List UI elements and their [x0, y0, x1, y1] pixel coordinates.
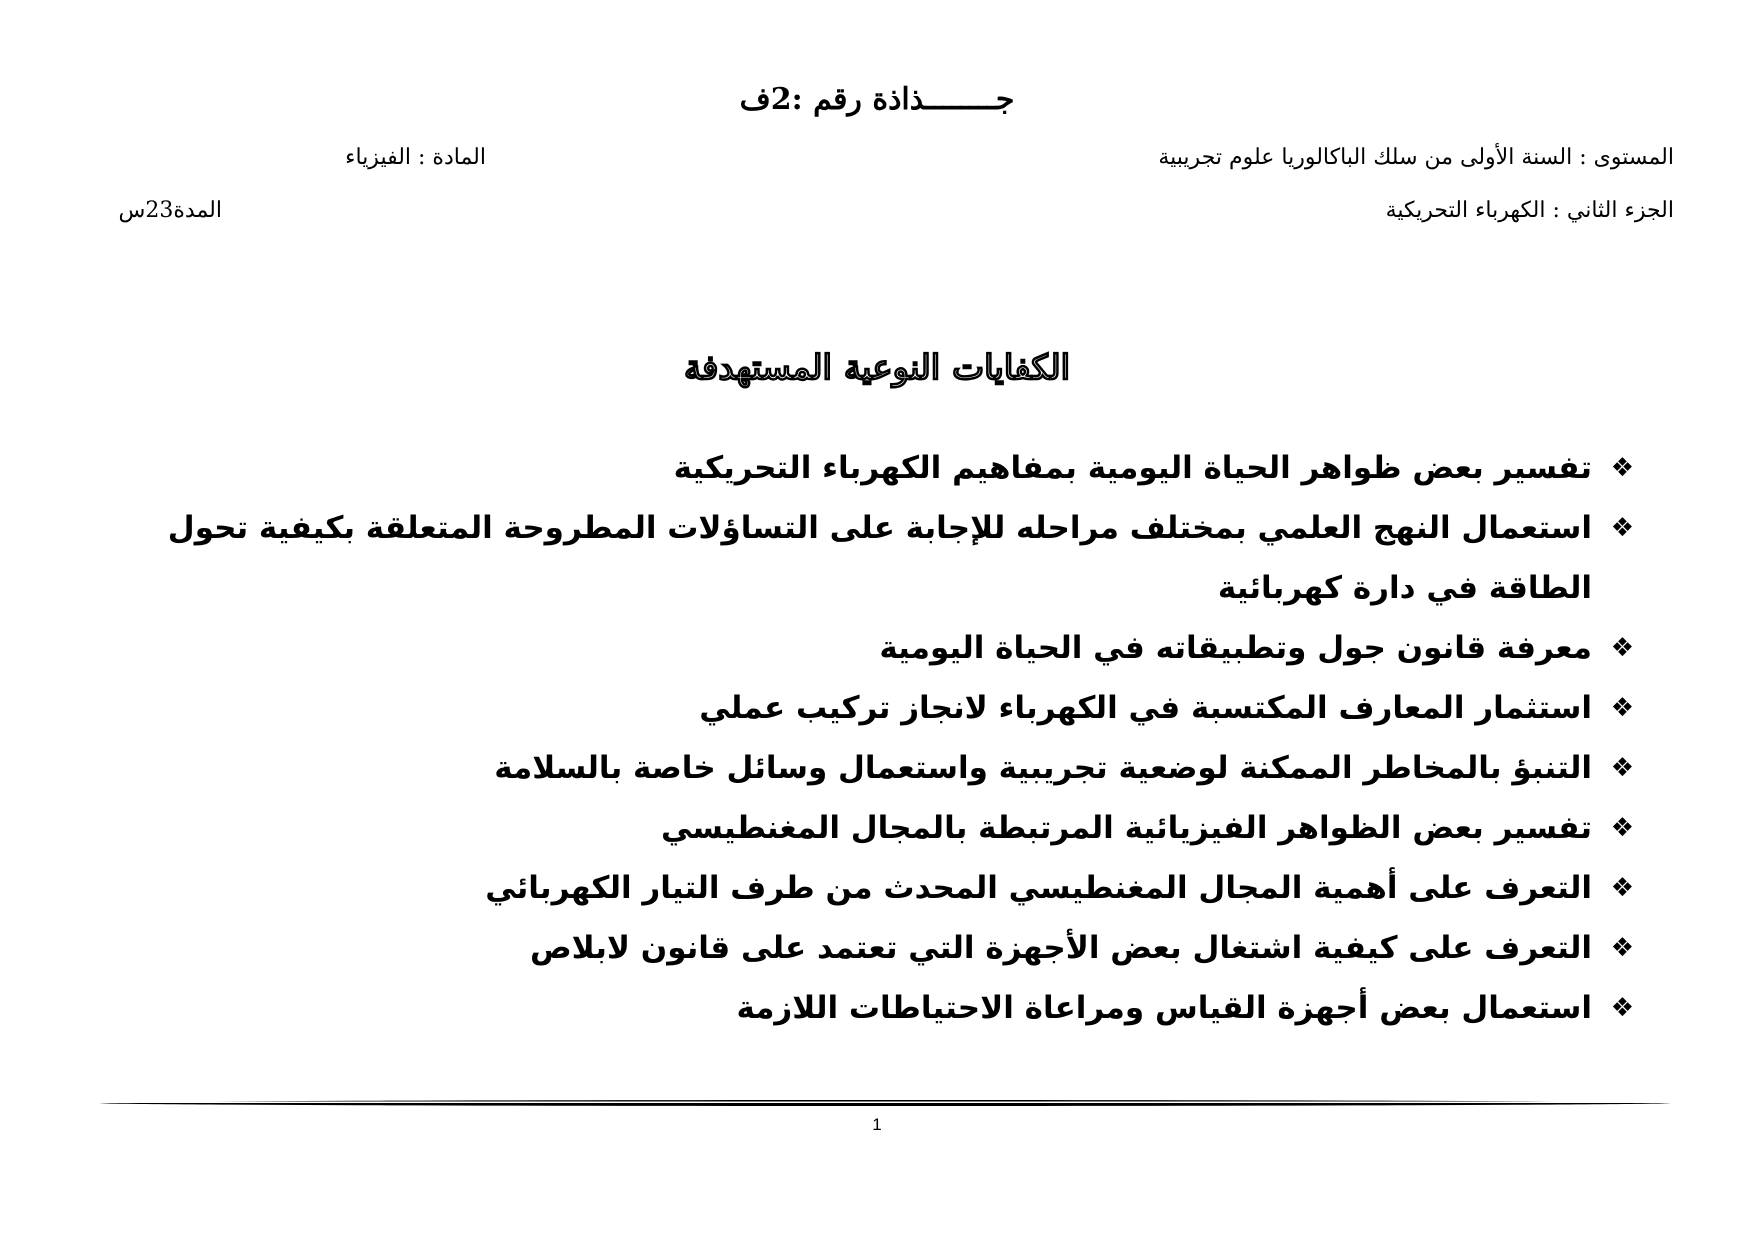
page-number: 1	[872, 1115, 882, 1134]
list-item-text: التنبؤ بالمخاطر الممكنة لوضعية تجريبية واستعمال وسائل خاصة بالسلامة	[494, 750, 1592, 786]
list-item	[134, 678, 1634, 738]
list-item	[134, 438, 1634, 498]
diamond-bullet-icon: ❖	[1610, 453, 1634, 483]
list-item-text: استعمال بعض أجهزة القياس ومراعاة الاحتياطات اللازمة	[736, 990, 1592, 1026]
list-item-text: تفسير بعض ظواهر الحياة اليومية بمفاهيم الكهرباء التحريكية	[673, 450, 1592, 486]
list-item-text: معرفة قانون جول وتطبيقاته في الحياة اليومية	[879, 630, 1592, 666]
list-item	[134, 798, 1634, 858]
diamond-bullet-icon: ❖	[1610, 993, 1634, 1023]
diamond-bullet-icon: ❖	[1610, 933, 1634, 963]
diamond-bullet-icon: ❖	[1610, 513, 1634, 543]
list-item-text: التعرف على كيفية اشتغال بعض الأجهزة التي تعتمد على قانون لابلاص	[529, 930, 1592, 966]
list-item	[134, 498, 1634, 618]
footer-divider	[100, 1100, 1670, 1106]
competencies-list	[134, 438, 1634, 1038]
list-item	[134, 738, 1634, 798]
list-item-text: استعمال النهج العلمي بمختلف مراحله للإجابة على التساؤلات المطروحة المتعلقة بكيفية تحول الطاقة في دارة كهربائية	[167, 510, 1592, 606]
diamond-bullet-icon: ❖	[1610, 813, 1634, 843]
subject-label: المادة : الفيزياء	[345, 145, 486, 170]
list-item-text: التعرف على أهمية المجال المغنطيسي المحدث من طرف التيار الكهربائي	[485, 870, 1592, 906]
list-item	[134, 918, 1634, 978]
competencies-heading: الكفايات النوعية المستهدفة	[683, 348, 1071, 388]
part-label: الجزء الثاني : الكهرباء التحريكية	[1385, 198, 1674, 223]
diamond-bullet-icon: ❖	[1610, 633, 1634, 663]
diamond-bullet-icon: ❖	[1610, 753, 1634, 783]
list-item-text: استثمار المعارف المكتسبة في الكهرباء لانجاز تركيب عملي	[699, 690, 1592, 726]
list-item-text: تفسير بعض الظواهر الفيزيائية المرتبطة بالمجال المغنطيسي	[661, 810, 1592, 846]
list-item	[134, 978, 1634, 1038]
document-title: جــــــــذاذة رقم :2ف	[739, 82, 1015, 117]
level-label: المستوى : السنة الأولى من سلك الباكالوريا علوم تجريبية	[1158, 145, 1674, 170]
diamond-bullet-icon: ❖	[1610, 693, 1634, 723]
list-item	[134, 618, 1634, 678]
diamond-bullet-icon: ❖	[1610, 873, 1634, 903]
list-item	[134, 858, 1634, 918]
duration-label: المدة23س	[118, 198, 222, 223]
